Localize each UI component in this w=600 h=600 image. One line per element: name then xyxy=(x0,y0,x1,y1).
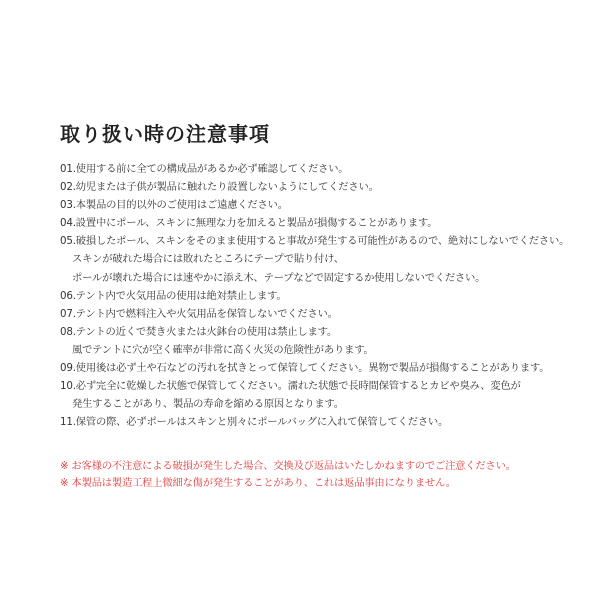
caution-item-05: 05.破損したポール、スキンをそのまま使用すると事故が発生する可能性があるので、絶対にしないでください。 xyxy=(60,235,570,248)
caution-item-07: 07.テント内で燃料注入や火気用品を保管しないでください。 xyxy=(60,307,338,320)
caution-item-01: 01.使用する前に全ての構成品があるか必ず確認してください。 xyxy=(60,163,349,175)
warning-notice-scratches: ※ 本製品は製造工程上微細な傷が発生することがあり、これは返品事由になりません。 xyxy=(60,477,456,489)
caution-item-08-detail: 風でテントに穴が空く確率が非常に高く火災の危険性があります。 xyxy=(72,343,374,356)
page-title: 取り扱い時の注意事項 xyxy=(60,122,270,146)
caution-item-05-detail-pole: ポールが壊れた場合には速やかに添え木、テープなどで固定するか使用しないでください。 xyxy=(72,271,486,284)
warning-notice-damage: ※ お客様の不注意による破損が発生した場合、交換及び返品はいたしかねますのでご注意ください。 xyxy=(60,460,516,472)
caution-item-04: 04.設置中にポール、スキンに無理な力を加えると製品が損傷することがあります。 xyxy=(60,217,438,230)
caution-list xyxy=(60,160,580,431)
caution-item-06: 06.テント内で火気用品の使用は絶対禁止します。 xyxy=(60,289,287,302)
caution-item-08: 08.テントの近くで焚き火または火鉢台の使用は禁止します。 xyxy=(60,325,337,338)
caution-item-10: 10.必ず完全に乾燥した状態で保管してください。濡れた状態で長時間保管するとカビや臭み、変色が xyxy=(60,380,521,393)
caution-item-09: 09.使用後は必ず土や石などの汚れを拭きとって保管してください。異物で製品が損傷することがあります。 xyxy=(60,362,550,375)
caution-item-11: 11.保管の際、必ずポールはスキンと別々にポールバッグに入れて保管してください。 xyxy=(60,416,449,429)
caution-item-10-detail: 発生することがあり、製品の寿命を縮める原因となります。 xyxy=(72,398,344,411)
caution-item-03: 03.本製品の目的以外のご使用はご遠慮ください。 xyxy=(60,199,288,212)
warning-notices xyxy=(60,458,580,492)
caution-item-02: 02.幼児または子供が製品に触れたり設置しないようにしてください。 xyxy=(60,181,379,194)
caution-item-05-detail-skin: スキンが破れた場合には敗れたところにテープで貼り付け、 xyxy=(72,253,344,266)
